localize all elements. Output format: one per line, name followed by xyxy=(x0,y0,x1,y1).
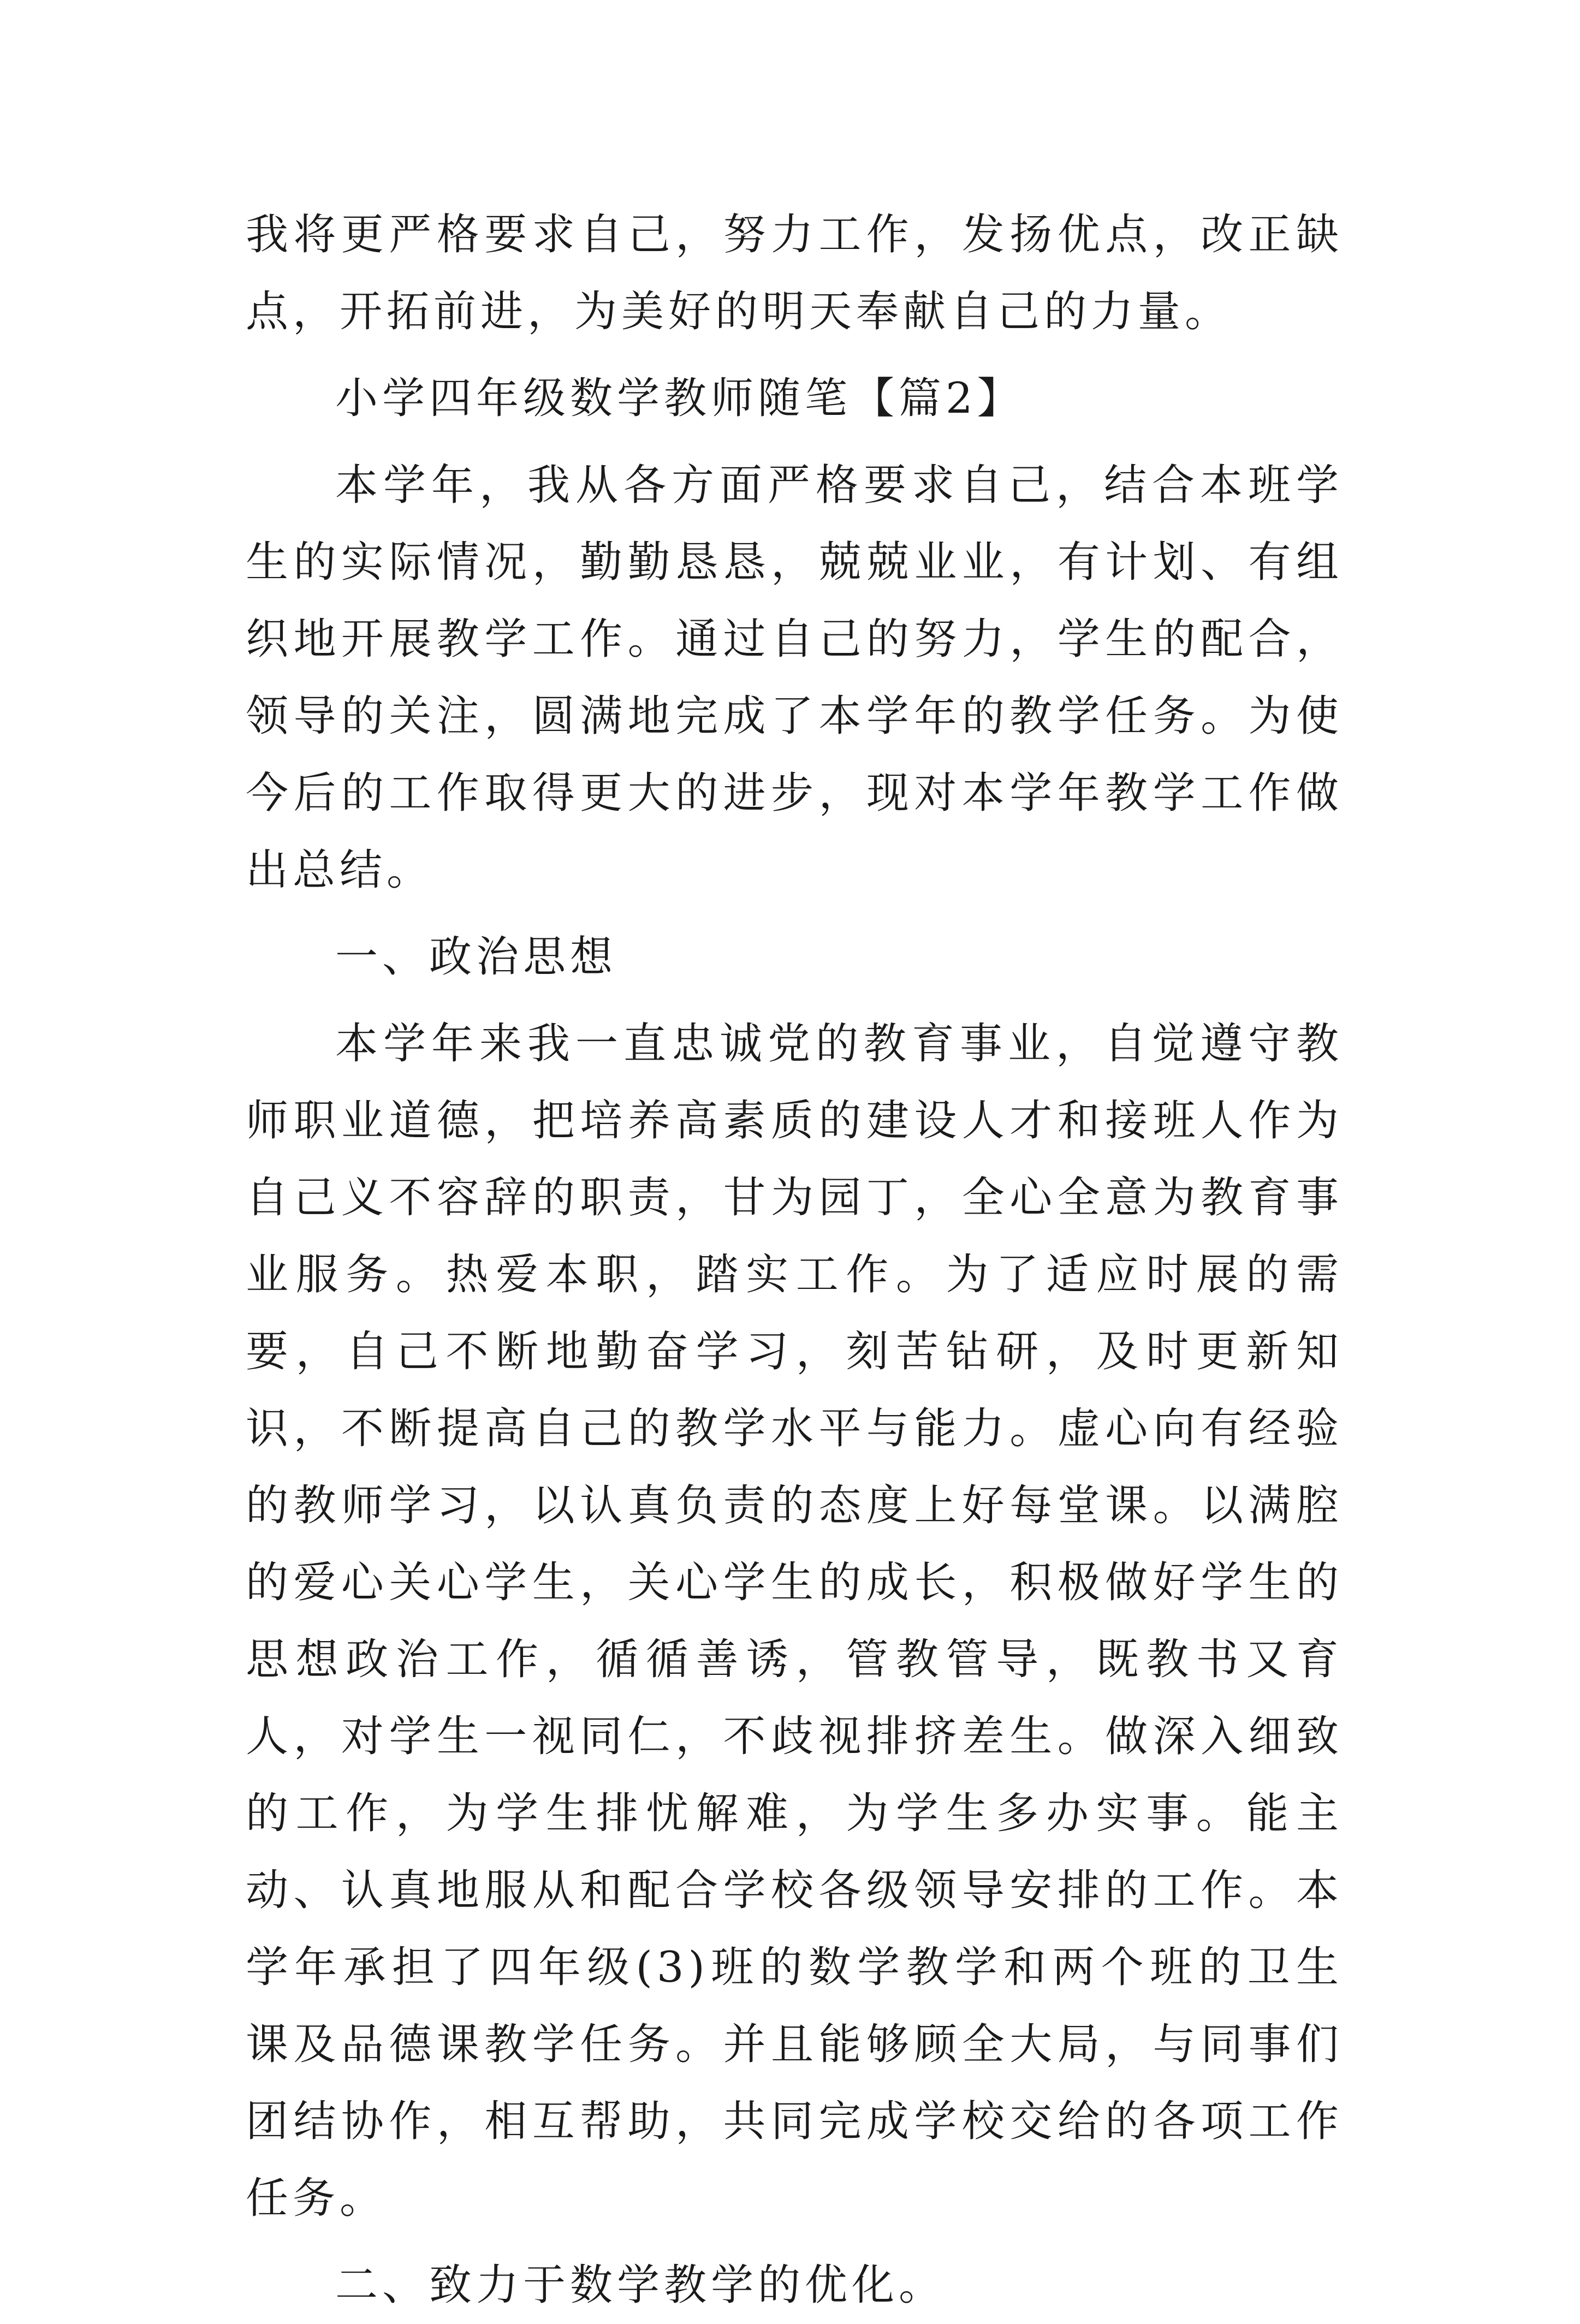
paragraph-politics: 本学年来我一直忠诚党的教育事业，自觉遵守教师职业道德，把培养高素质的建设人才和接班人作为自己义不容辞的职责，甘为园丁，全心全意为教育事业服务。热爱本职，踏实工作。为了适应时展的需要，自己不断地勤奋学习，刻苦钻研，及时更新知识，不断提高自己的教学水平与能力。虚心向有经验的教师学习，以认真负责的态度上好每堂课。以满腔的爱心关心学生，关心学生的成长，积极做好学生的思想政治工作，循循善诱，管教管导，既教书又育人，对学生一视同仁，不歧视排挤差生。做深入细致的工作，为学生排忧解难，为学生多办实事。能主动、认真地服从和配合学校各级领导安排的工作。本学年承担了四年级(3)班的数学教学和两个班的卫生课及品德课教学任务。并且能够顾全大局，与同事们团结协作，相互帮助，共同完成学校交给的各项工作任务。 xyxy=(246,1019,1343,2223)
paragraph-summary: 本学年，我从各方面严格要求自己，结合本班学生的实际情况，勤勤恳恳，兢兢业业，有计划、有组织地开展教学工作。通过自己的努力，学生的配合，领导的关注，圆满地完成了本学年的教学任务。为使今后的工作取得更大的进步，现对本学年教学工作做出总结。 xyxy=(246,461,1343,895)
section-title: 小学四年级数学教师随笔【篇2】 xyxy=(335,374,1024,423)
document-body xyxy=(246,197,1343,2324)
heading-politics: 一、政治思想 xyxy=(335,932,617,982)
heading-math-teaching: 二、致力于数学教学的优化。 xyxy=(335,2261,946,2310)
paragraph-intro-end: 我将更严格要求自己，努力工作，发扬优点，改正缺点，开拓前进，为美好的明天奉献自己的力量。 xyxy=(246,210,1343,336)
